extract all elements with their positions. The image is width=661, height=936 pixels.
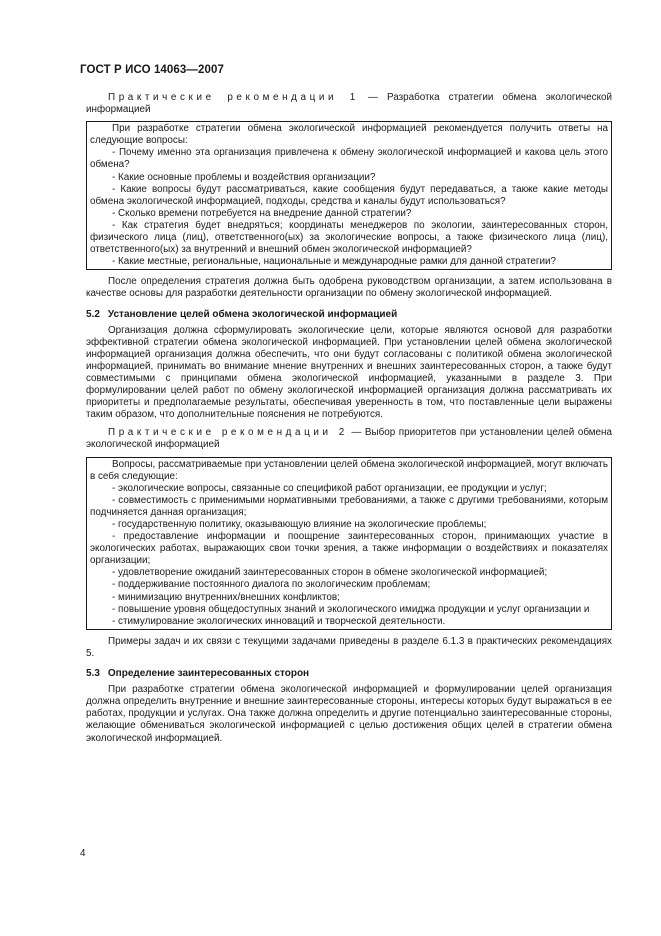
document-header: ГОСТ Р ИСО 14063—2007 bbox=[80, 64, 225, 76]
paragraph-after-recommendation-2: Примеры задач и их связи с текущими задачами приведены в разделе 6.1.3 в практических рекомендациях 5. bbox=[86, 635, 612, 659]
recommendation-1-box bbox=[86, 121, 612, 270]
recommendation-2-item: - удовлетворение ожиданий заинтересованных сторон в обмене экологической информацией; bbox=[112, 567, 548, 579]
recommendation-1-item: - Какие вопросы будут рассматриваться, какие сообщения будут передаваться, а также какие методы обмена экологической информацией, подходы, средства и каналы будут использоваться? bbox=[90, 183, 608, 207]
section-5-3-text: При разработке стратегии обмена экологической информацией и формулировании целей организация должна определить внутренние и внешние заинтересованные стороны, интересы которых будут выражаться в ее работах, продукции и услугах. Она также должна определить и другие потенциально заинтересованные стороны, желающие обмениваться экологической информацией с целью достижения общих целей в стратегии обмена экологической информацией. bbox=[86, 684, 612, 744]
recommendation-2-item: - поддерживание постоянного диалога по экологическим проблемам; bbox=[112, 579, 431, 591]
recommendation-2-item: - экологические вопросы, связанные со спецификой работ организации, ее продукции и услуг; bbox=[112, 482, 547, 494]
recommendation-1-item: - Почему именно эта организация привлечена к обмену экологической информацией и какова цель этого обмена? bbox=[90, 147, 608, 171]
recommendation-1-heading bbox=[86, 92, 612, 116]
recommendation-1-item: - Как стратегия будет внедряться; координаты менеджеров по экологии, заинтересованных сторон, физического лица (лиц), ответственного(ых) за экологические вопросы, а также физического лица (лиц), ответственного(ых) за внутренний и внешний обмен экологической информацией? bbox=[90, 219, 608, 256]
paragraph-after-recommendation-1: После определения стратегия должна быть одобрена руководством организации, а затем использована в качестве основы для разработки деятельности организации по обмену экологической информацией. bbox=[86, 276, 612, 300]
recommendation-2-box bbox=[86, 457, 612, 630]
recommendation-1-item: - Сколько времени потребуется на внедрение данной стратегии? bbox=[112, 207, 412, 219]
section-5-3-heading bbox=[86, 668, 612, 680]
recommendation-2-label: Практические рекомендации 2 bbox=[108, 427, 348, 439]
recommendation-2-item: - повышение уровня общедоступных знаний и экологического имиджа продукции и услуг организации и bbox=[112, 603, 590, 615]
section-5-2-text: Организация должна сформулировать экологические цели, которые являются основой для разработки эффективной стратегии обмена экологической информацией. При установлении целей обмена экологической информацией организация должна обеспечить, что они будут согласованы с политикой обмена экологической информацией, принимать во внимание мнение внутренних и внешних заинтересованных сторон, а также будут совместимыми с принципами обмена экологической информацией, указанными в разделе 3. При формулировании целей работ по обмену экологической информацией организация должна рассматривать их приоритеты и предполагаемые результаты, обеспечивая уверенность в том, что поставленные цели выражены таким образом, что дополнительные пояснения не потребуются. bbox=[86, 324, 612, 421]
recommendation-1-item: - Какие местные, региональные, национальные и международные рамки для данной стратегии? bbox=[112, 256, 556, 268]
section-5-3-title: Определение заинтересованных сторон bbox=[107, 668, 310, 680]
section-5-2-number: 5.2 bbox=[86, 308, 100, 320]
section-5-2-heading bbox=[86, 309, 612, 321]
recommendation-1-label: Практические рекомендации 1 bbox=[108, 92, 359, 103]
section-5-3-number: 5.3 bbox=[86, 668, 100, 680]
recommendation-1-title: — Разработка стратегии обмена экологической информацией bbox=[86, 92, 613, 116]
recommendation-1-item: - Какие основные проблемы и воздействия организации? bbox=[112, 171, 376, 183]
recommendation-2-heading bbox=[86, 427, 612, 451]
recommendation-2-item: - стимулирование экологических инноваций и творческой деятельности. bbox=[112, 615, 446, 627]
document-body bbox=[86, 92, 612, 745]
recommendation-2-item: - предоставление информации и поощрение заинтересованных сторон, принимающих участие в экологических работах, выражающих свои точки зрения, а также информации о воздействиях и показателях организации; bbox=[90, 531, 608, 567]
recommendation-2-intro: Вопросы, рассматриваемые при установлении целей обмена экологической информацией, могут включать в себя следующие: bbox=[90, 458, 608, 482]
recommendation-1-intro: При разработке стратегии обмена экологической информацией рекомендуется получить ответы на следующие вопросы: bbox=[90, 123, 608, 147]
page-number: 4 bbox=[80, 848, 86, 859]
section-5-2-title: Установление целей обмена экологической информацией bbox=[107, 308, 398, 320]
recommendation-2-item: - минимизацию внутренних/внешних конфликтов; bbox=[112, 591, 340, 603]
recommendation-2-title: — Выбор приоритетов при установлении целей обмена экологической информацией bbox=[86, 427, 612, 451]
recommendation-2-item: - совместимость с применимыми нормативными требованиями, а также с другими требованиями, которым подчиняется данная организация; bbox=[90, 494, 608, 518]
recommendation-2-item: - государственную политику, оказывающую влияние на экологические проблемы; bbox=[112, 519, 487, 530]
